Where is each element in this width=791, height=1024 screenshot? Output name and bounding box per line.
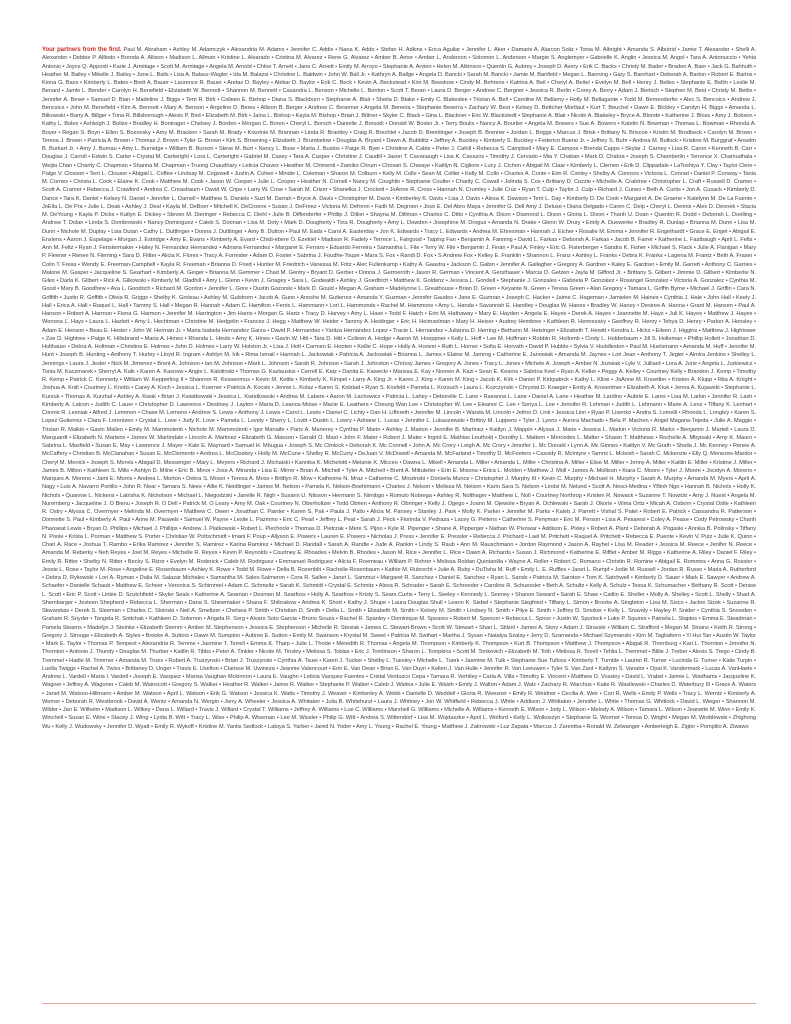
partner-names: Paul M. Abraham • Ashley M. Adamczyk • Alexandria M. Adams • Jennifer C. Addis • Nana K. Addo • Stefan H. Adkins • Erica Aguilar • Jennifer L. Aker • Damaris A. Alarcon Soliz • Tonia M. Albright • Amanda S. Albutrid • Jamie T. Alexander • Shelli A. Alexander • Debbie P. Alfiedo • Brenda A. Allison • Madison L. Allman • Kristine L. Alvarado • Cristina M. Alvarez • Rene G. Alvarez • Amber B. Amor • Amber L. Anderson • Solomon L. Anderson • Margie S. Anglemyer • Gabrielle K. Anglin • Jessica M. Angol • Tara A. Antonuccio • Yehia Antonio • Joyce Q. Apposti • Karie J. Armitage • Scott M. Armitage • Angela M. Arnold • Chloe T. Arnett • Jane C. Arnett • Emily M. Arroyo • Stephanie A. Arvien • Helen M. Atkinson • Quentin G. Aubrey • Joseph D. Avery • Erik C. Backs • Christy M. Bader • Braden A. Baer • Jack G. Bahhuth • Heather M. Bailey • Mikelle J. Bailey • June L. Bails • Lisa A. Balasz-Wagler • Ida M. Balazsi • Christine L. Baldwin • John W. Ball Jr. • Kathryn A. Ballge • Angela D. Bancki • Sarah M. Bancki • Jamie M. Banfield • Megan L. Banning • Gary S. Barnhart • Deborah A. Barton • Robert E. Bartos • Kiona G. Bass • Kimberly L. Bates • Brett A. Bauer • Laurence R. Bauer • Aretas D. Bayley • Abikar D. Baylor • Erik C. Beck • Kevin A. Beckstead • Kim M. Beeskow • Cindy M. Behrens • Katrina A. Beil • Cheryl A. Beitel • Evelyn M. Bell • Henry J. Belles • Stephanie E. Bellin • Leslie M. Benard • Jamie L. Bender • Carolyn H. Benefield • Elizabeth W. Bennett • Shannon M. Bennett • Casandra L. Benson • Michelle L. Benton • Scott T. Beran • Laura D. Berger • Andrew C. Bergner • Jessica R. Berlin • Corey A. Berry • Adam J. Bertsch • Stephen M. Best • Christy M. Bettis • Jennifer A. Bever • Samuel D. Bian • Madeline J. Biggs • Terri R. Birk • Colleen E. Bishop • Diana S. Blackburn • Stephanie A. Blair • Sheila D. Blake • Emily C. Blakeslee • Tristan A. Bell • Caroline M. Bellamy • Holly M. Bellagante • Todd M. Bemenderfer • Alec S. Bencsics • Andrew J. Bencsics • John M. Benefield • Kim A. Bennett • Mary A. Benson • Angeline D. Beres • Allison B. Berger • Andrew C. Besemer • Angela M. Beneria • Stephanie Beserra • Zachary W. Best • Kelsey D. Bettcher Mortlaut • Kurt T. Beuchel • Dawn E. Bickley • Carolyn H. Biggs • Amanda L. Bilkowski • Barry A. Billger • Trina R. Billsborough • Alexis P. Bird • Elizabeth M. Birk • Jaina L. Bishop • Kayla M. Bishop • Brian J. Bittner • Skyler C. Black • Gina L. Blackner • Eric W. Blackstedt • Stephanie A. Blair • Nicole A. Blakeley • Bryce A. Blonde • Katherine J. Bloss • Amy J. Bobson • Kathy L. Boles • Ashleigh J. Bolize • Bradley H. Bontrager • Chelsey J. Borden • Morgan C. Boren • Cheryl L. Borsch • Danielle J. Borsodi • Donald W. Bosler Jr. • Terry Boulis • Nancy A. Bourlier • Angela M. Bowers • Sue A. Bowers • Katelin N. Bowman • Thomas L. Bowman • Rhonda A. Boyer • Regan S. Boyn • Ellen S. Bozovsky • Amy M. Bracken • Sarah M. Brady • Kourtnie M. Brannan • Linda R. Brantley • Craig R. Brechtel • Jacob D. Bremlinger • Joseph B. Brenner • Jordan L. Briggs • Marcus J. Brisk • Brittany N. Briscoe • Kristin M. Brodbeck • Carolyn M. Brown • Teresa J. Brown • Patricia A. Brown • Thomas J. Brown • Tyler G. Brown • Kirk S. Browning • Elizabeth J. Brumbelow • Douglas A. Bryant • Dawn A. Bubblitz • Jeffrey A. Buckley • Kimberly S. Buckley • Federico Bueno Jr. • Jeffrey S. Buhr • Andrea M. Bullock • Kristine M. Burggraf • Anselm B. Burkart Jr. • Amy J. Burnau • Amy L. Burnidge • William B. Burson • Steve M. Burt • Nancy L. Buse • Marta J. Bustos • Paige R. Byer • Christine A. Cable • Peter J. Cahill • Rebecca S. Campbell • Mary E. Campos • Brenda Capps • Skylar J. Carney • Lisa R. Caron • Kenneth B. Carr • Douglas J. Carroll • Edwin S. Carter • Crystal M. Cartwright • Lora L. Cartwright • Gabriel M. Casey • Tara A. Casper • Christine J. Caudill • Jason T. Cavanaugh • Lisa K. Cavazos • Timothy J. Cervado • Mia Y. Chaban • Mark D. Chabra • Joseph S. Chamberlin • Terrence X. Chamudhala • Weijia Chan • Charity C. Chapman • Shanna M. Chapman • Truong Chaudhary • Leticia Chavez • Heather M. Chimenti • Zamiko Chrum • Chosan S. Chwaye • Kaitlyn N. Cigliore • Lucy J. Cichon • Abigail M. Claar • Kimberly L. Clemen • Erik D. Clippadale • LaToshiya Y. Clay • Taylor Clere • Paige V. Closson • Terri L. Clouser • Abigail L. Coffee • Lindsay M. Cogswell • Justin A. Cohee • Mindie L. Coleman • Sharon M. Colburn • Kelly M. Colle • Sean M. Collier • Kelly M. Collo • Charles A. Conte • Erin R. Conley • Shelby A. Connors • Victoria L. Conrad • Daniel P. Conway • Tania M. Cornes • Christa L. Cook • Elaine K. Cook • Matthew M. Cook • Jason W. Cooper • Julie L. Cooper • Heather N. Cornell • Nancy M. Coughlin • Stephanie Coulter • Charity C. Cowall • Jolinda S. Cox • Brittany D. Cozzie • Michelle A. Crabtree • Christopher L. Craft • Russell D. Cramer • Scott A. Cramer • Rebecca J. Crawford • Andrea C. Creasbaum • David W. Cripe • Larry W. Crise • Sarah M. Crizer • Shanelka J. Crockett • JoAnne R. Cross • Hannah N. Crumley • Julie Cruz • Ryan T. Culp • Taylor J. Culp • Richard J. Cuneo • Beth A. Curtis • Jon A. Cusack • Kimberly D. Dance • Tara K. Daniel • Kelsey N. Daniel • Jennifer L. Darnell • Matthew S. Daniels • Suzi M. Darrah • Bryce A. Davis • Christopher M. Davis • Kimberley K. Davis • Lisa J. Davis • Alexa K. Dawson • Terri L. Day • Kimberly D. De Cook • Margaret A. De Graene • Katelynn M. De La Fuente • JoElla L. De Pra • Julie L. Deak • Ashley J. Deal • Kayla M. DeBoer • Mitchell K. DeCroene • Susan J. DeFreez • Victoria M. Defrenn • Faith M. Degroen • Jose E. Del Abro Maya • Jennifer G. Dell Amy J. Deluse • Diana Delgado • Caren C. Delp • Cheryl L. Dennis • Alex D. Deonek • Stacia M. DeYoung • Kayla P. Dicks • Katlyn E. Dickey • Steven M. Dieringer • Rebecca C. Diehl • Julie B. Diffenderfer • Phillip J. Dillon • Shayna M. Dillman • Charles C. Ditto • Cynthia A. Dixon • Diamond L. Dixon • Gloria L. Dixon • Thanh U. Doan • Quentin R. Dodd • Deborah L. Doelling • Andrew T. Dolan • Linda S. Dombrowski • Nancy Dominguez • Caleb S. Doonan • Lisa M. Doty • Mark D. Dougherty • Tina R. Dougherty • Amy L. Dowden • Josephine M. Drogus • Amanda N. Drake • Glenn W. Drury • Emily A. Duewerke • Bradley R. Dunlap • Brianna M. Dunn • Lisa M. Dunn • Nichole M. Duplay • Lisa Dutan • Cathy L. Duttlinger • Donna J. Duttlinger • Amy B. Dutton • Paul M. Eads • Carol A. Easterday • Jon K. Edwards • Tracy L. Edwards • Andrea M. Ehresman • Hannah J. Eicher • Rosalie M. Emma • Jennifer R. Engelhardt • Grace E. Engel • Abigail E. Enslens • Aaron J. Espelage • Morgan J. Estridge • Amy E. Evans • Kimberly A. Evard • Chidi-ebere O. Ezekiel • Madison R. Fadely • Terrece L. Fairgood • Taiping Fan • Benjamin A. Fanning • David L. Farkas • Deborah A. Farkas • Jacob B. Farrer • Katherine L. Fastbaugh • April L. Felts • Ann M. Feltz • Ryan J. Fenstermaker • Haley N. Fernandez Hernandez • Adriana Fernandez • Margaret E. Ferraro • Eduardo Ferreira • Samantha L. File • Terry W. File • Benjamin J. Finan • Paul A. Finley • Eric G. Fisterberger • Sandra K. Fisher • Michael S. Flack • Julie A. Flanigan • Mary P. Fleener • Renee N. Fleming • Sara D. Flitter • Alicia K. Flores • Tracy A. Forrester • Adam D. Foster • Sabrina J. Foudhe-Toupe • Mara S. Fox • Randi D. Fox • S Andrew Fox • Kelley E. Franklin • Shannon L. Franz • Ashley L. Franks • Debra K. Franks • Lagena M. Frantz • Beth A. Fraser • Colin T. Freas • Wendy E. Freeman-Campbell • Kayla R. Freeman • Brianna D. Fried • Hunter M. Friedrich • Vanessa M. Fritz • Alec Fullenkamp • Kathy A. Gaastra • Jackson C. Gabin • Jennifer A. Gallagher • Gregory A. Gardner • Kaley E. Gardner • Emily M. Garrett • Anthony C. Garries • Malone M. Gasper • Jacqueline S. Gearhart • Kimberly A. Geiger • Brianna M. Gemmer • Chad M. Gentry • Bryant D. Gerber • Donna J. Germeroth • Jason R. German • Vincent A. Gersthauer • Marcia D. Getzen • Jayla M. Gifford Jr. • Brittany S. Gilbert • Jimmie D. Gilbert • Kimberlie N. Giles • Darla K. Gilbert • Rick A. Gilkowski • Kimberly M. Gladhill • Amy L. Glenn • Kevin J. Gnagey • Sara L. Godwaldt • Ashley J. Goedtrich • Matthew K. Goldenz • Jessica L. Gondell • Stephanie J. Gonzales • Gabriela P. Gonzalez • Rosangel Gonzalez • Victoria A. Gonzalez • Cynthia M. Good • Mary B. Goodhew • Ava L. Goodrich • Richard M. Gordon • Jennifer L. Gore • Dustin Gozorski • Mark D. Gould • Megan A. Graham • Madelynne L. Greathouse • Brian D. Green • Keyante N. Green • Teresa Green • Alan Gregory • Tamara L. Griffin Byrne • Michael J. Griffin • Cara N. Griffith • Justin R. Griffith • Olivia R. Griggs • Shelby K. Groleau • Ashley M. Gulstrom • Jacob A. Gunn • Anoshe M. Gutierrez • Amanda Y. Guzman • Jennifer Gaudes • Jane E. Guzman • Joseph C. Hacker • Jaime C. Hageman • Jamielen M. Haines • Cynthia J. Hale • John Hall • Keely J. Hall • Erica A. Hall • Raquel L. Hall • Tammy S. Hall • Megan R. Hannah • Adam C. Hamilton • Ferris L. Hammann • Lori L. Hammonds • Rachel M. Hammons • Amy L. Handa • Savannah E. Handley • Douglas W. Hanes • Bradley W. Haney • Desiree A. Hanna • Grant M. Hansen • Paul A. Hanson • Robert A. Harmon • Fiona G. Harmon • Jennifer M. Harrington • Jim Harris • Morgan G. Hartz • Tracy D. Harvey • Amy L. Hase • Todd F. Hatch • Erin M. Hathaway • Mary E. Hayden • Angela E. Hayes • Derek A. Hayes • Jeannette M. Hays • Juli K. Hayes • Matthew J. Hayes • Wenona L. Hays • Laura L. Hazlett • Amy L. Hechtman • Christine M. Hedgelin • Frances J. Hegg • Matthew W. Heider • Tammy A. Heidinger • Eric H. Heimzelman • Mary H. Heiser • Audrey Hembree • Kathleen R. Hennessey • Geoffrey R. Henry • Tehya D. Henry • Parker A. Hensley • Adam E. Henson • Beau E. Hester • John W. Herman Jr. • Maria Isabela Hernandez Garza • David P. Hernandez • Yaritza Hernandez Lopez • Tracie L. Hernandez • Julianna D. Herring • Bethann M. Hetzinger • Elizabeth T. Hewitt • Kendra L. Hicks • Eileen J. Higgins • Matthew J. Hightower • Zoe D. Hightree • Paige K. Hillebrand • Maria A. Himes • Rhanda L. Hinds • Amy K. Hines • Gavin W. Hitt • Tara D. Hitt • Colleen A. Hodge • Aaron M. Hoeppner • Kelly L. Hoff • Lee M. Hoffman • Robbin R. Hollomb • Cindy L. Holderbaum • Jill S. Holleman • Phillip Hollett • Jonathan D. Holthauer • Debra A. Holtman • Christine E. Holmes • John D. Holmes • Larry W. Holston Jr. • Lisa J. Holt • Carmen E. Hooten • Kellie C. Hope • Holly A. Hoover • Ruth L. Horner • Sofia E. Horvath • David P. Hubble • Sylvia V. Huddleston • Paul M. Huelsmann • Amanda M. Huff • Jennifer M. Hunt • Joseph B. Hunting • Anthony T. Hurley • Lloyd R. Ingram • Ashlyn M. Irik • Rima Ismail • Hannah L. Jackowiak • Patricia A. Jackowiak • Brianna L. James • Elaine M. Jamrog • Catherine E. Janowiak • Amanda M. Jaynes • Lori Jean • Anthony T. Jegier • Almira Jenkins • Shelley L. Jennings • Laura J. Jester • Nick M. Jimenez • Brent A. Johnson • Ian M. Johnson • Mark L. Johnson • Sarah R. Johnson • Sarah J. Johnston • Chrissy James • Gregory A. Jones • Tracy L. Jones • Michele A. Joseph • Amber N. Jozwiak • Lyle V. Julliard • Lora A. Jurie • Angela L. Jurkiewicz • Tonia M. Kaczmarek • Sherryl A. Kalk • Karen A. Kasnow • Angie L. Katolinski • Thomas G. Kazlauskis • Cerrell E. Katz • Danita E. Kawecki • Marissa E. Kay • Noreen A. Kazi • Sean E. Kearns • Sabrina Keel • Ryan A. Keller • Peggy A. Kelley • Courtney Kelly • Brandon J. Kemp • Timothy R. Kemp • Patrick C. Kennedy • William W. Kepperling II • Shannon R. Kessenmus • Kevin M. Kettle • Kimberly K. Kimpel • Larry A. King Jr. • Karen J. King • Karen M. King • Jacob K. Kirk • Daniel P. Kirkpatrick • Kathy L. Kline • JoAnne M. Knoettler • Kristen A. Klupp • Rita A. Knight • Joshua A. Knill • Courtney L. Knotts • Carey A. Koch • Jessica L. Koerner • Patricia A. Kocsis • Jennie L. Kolaz • Karen S. Kolstad • Ryan S. Kosfeld • Pamela L. Kozsuch • Laura L. Kozczynski • Chrystal D. Kraeger • Emily A. Krosentner • Elizabeth A. Kruk • Jenna A. Kujawski • Stephanie L. Kurzuk • Thomas A. Kurzhal • Ashley A. Kwak • Brian J. Kwiatkowski • Jessica L. Kwiatkowski • Andrea M. Labere • Aaron M. Lachowicz • Patricia L. Lahey • Deborelle C. Lane • Raeanna L. Lane • Daniel A. Lane • Heather M. Lardino • Aubrie E. Lares • Lisa M. Larkin • Jennifer R. Lash • Kimberly A. Latcon • Judith C. Lauer • Christopher D. Lawrence • Destiney J. Layton • Maria D. Leanos-Moise • Macie E. Leathers • Cheung Wan Lee • Christopher W. Lee • Eleanor C. Lee • Sonya L. Lee • Jennifer R. Lehman • Judith L. Lehmann • Marie A. Lenz • Tiffany K. Lenhart • Connie R. Lesniak • Alfred J. Lemmon • Chase M. Lemons • Andrew S. Lewis • Anthony J. Lewis • Carol L. Lewis • Daniel C. Lichty • Dan H. Liffereth • Jennifer M. Lincoln • Wanda M. Lincoln • Jethro D. Link • Jessica Linn • Ryan P. Lisenko • Andra S. Lomelli • Rhonda L. Longley • Karen S. Lopez Gutierrez • Clara F. Lorentzen • Crystal L. Love • Judy K. Love • Pamela L. Lovely • Sherry L. Lovitt • Dustin L. Lowry • Adriane L. Lucas • Jennifer L. Lukaszewski • Brittny M. Luppens • Tyler J. Lyons • Aurora Machado • Bela P. Machen • Angel Magana-Tejeda • Julie A. Maggio • Tristan R. Malkin • Gavin Mallen • Emily M. Mammolenti • Nichole M. Mammolenti • Igor Manaife • Paris A. Manerey • Cynthia P. Marin • Ashley J. Marion • Jennifer B. Martinez • Kaitlyn J. Mappin • Alyssa J. Marie • Jessica L. Markin • Victoria R. Marks • Benjamin J. Martell • Laura D. Marquardt • Elizabeth N. Martens • James W. Martindale • Lincoln A. Martinez • Elizabeth G. Masson • Gerald O. Mast • John F. Mater • Robert J. Mater • Ingrid E. Mathias Leuthold • Dorothy L. Mattern • Mercedes L. Matter • Shawn T. Matthews • Rochelle A. Mbyisaki • Amy K. Mauro • Sabrina L. Maxfield • Susan E. May • Lawrence J. Mayer • Kale E. Maynard • Samuel H. Mbugua • Joseph S. Mc Clintock • Deborah K. Mc Connell • John A. Mc Crory • Leigh A. Mc Crory • Jennifer L. Mc Donald • Lynn A. Mc Ginnes • Kaitlyn V. Mc Grath • Sheila J. Mc Kenney • Renee A. McCaffery • Christian B. McClanahan • Susan E. McClements • Andrea L. McCloskey • Holly M. McCune • Shelby R. McCurry • DeJuan V. McDowell • Amanda M. McFarland • Timothy D. McFeeters • Cassidy R. McIntyre • Tammi L. Mcleish • Sarah C. Mckenzie • Elly Q. Menezes-Mardor • Cheryl M. Menick • Joseph S. Mervis • Abigail D. Messenger • Mary L. Meyers • Richard J. Michalski • Kannika K. Michelotti • Melanie K. Micceo • Dawna L. Mikell • Amanda L. Miller • Amanda L. Miller • Christina A. Miller • Elise M. Miller • Jenny A. Miller • Kaitlin E. Miller • Kristine J. Miller • James B. Milton • Kathleen S. Mills • Ashlyn D. Milne • Eric B. Minor • Jose A. Miranda • Lisa E. Mirrer • Brian A. Mitchell • Tyler A. Mitchell • Brent A. Mittuleiter • Erin E. Mixona • Erica L. Molden • Matthew J. Moll • James A. Mollison • Kiara C. Moore • Tyler J. Moore • Jocelyn A. Moreno • Marques A. Moreno • Jami E. Morris • Andrea L. Morton • Debra S. Moser • Teresa A. Moss • Brittlyn R. Mow • Katherine N. Mraz • Catherine C. Mrozinski • Dorisela Munoz • Christopher J. Murphy III • Kevin C. Murphy • Michael H. Murphy • Sarah A. Murphy • Amanda M. Myers • April A. Nagy • Luis A. Navarro Portillo • John R. Near • Tamara S. Nees • Allie K. Neidlinger • James M. Nelson • Pamela K. Nelson-Boehlmann • Charles J. Nelson • Melissa M. Nelson • Karin Sara S. Nelson • Lindsi M. Nelund • Scott A. Nesci-Medina • YBinh Ngo • Hannah B. Nichols • Holly K. Nichols • Quannie L. Nickens • Latrisha K. Nickolson • Michael L. Niegodzski • Janelle R. Nigh • Susann U. Nilsson • Hermann S. Nimibgo • Romulo Nobrega • Ashley R. Nolthager • Matthew L. Noll • Courtney Northrop • Kristen R. Nowack • Suzanne T. Nowicki • Amy J. Nuest • Angela M. Nuremberg • Jacqueline J. O Bienu • Joseph R. O Dell • Patrick M. O Leary • Amy M. Oak • Courtney N. Oberholtzer • Todd Obrien • Anthony R. Obringer • Kelly J. Ogego • Joann M. Ojewole • Bryan A. Ochlewski • Sarah J. Okorie • Vilma Ortiz • Micah A. Osborn • Crystal Ostle • Kathleen R. Ostry • Alyssa C. Overmyer • Melinda M. Overmyer • Matthew C. Owen • Jonathan C. Painter • Karen S. Pak • Paula J. Pallo • Alicia M. Pansey • Stanley J. Park • Molly K. Parker • Jennifer M. Parks • Kaleb J. Parrett • Vishal S. Patel • Robert E. Patrick • Cassandra R. Patterson • Donnette S. Paul • Kimberly A. Paul • Anne M. Pauwels • Samuel W. Payne • Leslie L. Pazmino • Eric C. Pearl • Jeffrey L. Peat • Sarah J. Peck • Florinda V. Pedraza • Lacey G. Peitens • Catherine S. Penyman • Eric M. Person • Lisa A. Pesaresi • Coley A. Pease • Cody Petrowsky • Chanh Phaoseat Lewis • Bryan D. Phillips • Michael J. Phillips • Andrew J. Piatkowski • Robert L. Piechocki • Thomas D. Pietrzak • Mere S. Pijoo • Kyle R. Pipenger • Shane A. Pipperger • Nathan W. Pivowar • Addison E. Pixley • Robert A. Plant • Deborah A. Pogaski • Annika B. Polinsky • Tiffany N. Poole • Krista L. Porman • Matthew S. Porter • Christian W. Pottschmidt • Imani F. Poup • Allyson E. Powers • Lauren E. Powers • Nicholas J. Press • Jennifer E. Pressler • Rebecca J. Prichard • Lael M. Pritchett • Raquel A. Pritchett • Rebecca E. Puente • Kevin V. Putz • Julie K. Quinn • Chari A. Race • Joshua T. Rambo • Erika Ramirez • Jennifer S. Ramirez • Karina Ramirez • Michael D. Randall • Sarah A. Randle • Jude A. Rankin • Lindy S. Raub • Ann M. Rauschmann • Jordon Raymond • Jason A. Rayhel • Lisa M. Reader • Jessica M. Reece • Jenifer N. Reece • Amanda M. Reberky • Neh Reyes • Joel M. Reyes • Michelle R. Reyes • Kevin P. Reynolds • Courtney E. Rhoades • Melvin B. Rhodes • Jason M. Rice • Jennifer L. Rice • Dawn A. Richards • Susan J. Richmond • Katherine E. Rifflet • Amber M. Riggs • Katherine A. Riley • Daniel F. Riley • Emily R. Ritter • Shelby N. Ritter • Becky S. Rizor • Evelyn M. Roderick • Caleb M. Rodriguez • Emmanuel Rodriguez • Alicia F. Roemeau • William P. Rohrer • Melissa Roldan Quintanilla • Wayne A. Roller • Robert C. Romano • Christin R. Romine • Abigail E. Rommes • Anna G. Rossier • Jessie L. Rose • Taylor M. Rose • Angeline E. Rosenbaum • Ashley K. Rowe • Todd M. Rowe • Della B. Rozenblit • Rachelle Rosenbaum • Kathie M. Rubrecht • Julie A. Ruby • DuTisha M. Ruff • Emily L. E. Ruffles • Janet L. Rumpf • Jodie M. Russell • Jordan R. Russo • Maria A. Rutherford • Debra D. Rykowski • Lori A. Ryman • Dalia M. Salazar Michalec • Samantha M. Sales-Salmeron • Cora R. Sallee • Janet L. Sammut • Margaret R. Sanchez • Daniel E. Sanchez • Ryan L. Sands • Patricia M. Saroton • Tom K. Satchwell • Kimberly D. Sauer • Mark E. Sawyer • Andrew A. Schaefer • Danielle Schaub • Matthew E. Scheer • Veronica S. Schimmel • Adam C. Schmeltz • Sarah K. Schmidt • Crystal E. Schmitz • Alexa R. Schrader • Sarah E. Schroeder • Caroline R. Schuessler • Beth A. Schultz • Kelly A. Schulz • Tessa K. Schumacher • Bethany R. Scott • Denise L. Scott • Eric P. Scott • Linlee D. Scutchfield • Skyler Seals • Katherine A. Seaman • Desmen M. Searfoss • Holly A. Searfoss • Kristy S. Sears Curtis • Terry L. Seeley • Kennedy L. Seeney • Shanon Seward • Sarah E. Shaw • Caitlin E. Sheller • Molly A. Shelley • Scott L. Shelly • Shad A. Shembarger • Jesteen Shepherd • Rebecca L. Sherman • Dana S. Shewmaker • Shana F. Shibrakow • Andrea K. Short • Kathy J. Shupe • Laura Douglas Shull • Leann K. Siebel • Stephanie Siegfried • Tiffany L. Simon • Brooke A. Singleton • Lisa M. Sisco • Jaclee Sizek • Suzanne R. Skwarskas • Derek S. Sleeman • Charles C. Sloinski • Neil A. Smeltzer • Chelsea P. Smith • Christian D. Smith • Delta L. Smith • Elizabeth M. Smith • Kelsey M. Smith • Lindsey N. Smith • Pilye E. Smith • Jeffrey D. Smoker • Kelly L. Snavely • Hayley P. Snider • Cynthia S. Snowden • Graham R. Snyder • Tangela R. Sottchak • Kathleen D. Solomon • Angela R. Sorg • Alvaro Soto Garcia • Bruno Souza • Rachel R. Spanley • Dominique M. Speares • Robert M. Spencer • Rebecca L. Spicer • Justin W. Spurlock • Luke P. Squires • Pamela L. Staples • Emma E. Steadman • Pamela Stearns • Madelyn J. Steinke • Elizabeth Stemm • Amber M. Stephenson • Jessica E. Stephenson • Michelle R. Stesiak • James C. Stewart-Brown • Scott W. Stewart • Shari L. Stilzel • James A. Story • Adam J. Strassle • William C. Strafford • Megan M. Strains • Keith R. Strong • Gregory J. Strouge • Elizabeth A. Styles • Brooke A. Suttors • Dawn M. Sumpton • Aubree E. Sutton • Emily M. Swanson • Krystal M. Sweet • Patricia M. Swihart • Martha J. Sysan • Natalya Szalay • Jerry D. Szamanda • Michael Szymanski • Kim M. Tagliaferro • Yi Hui Tan • Austin W. Taylor • Mark E. Taylor • Thomas P. Tempest • Alexandria R. Temme • Jasmine T. Terrell • Emma K. Tharp • Julie L. Thode • Meredith R. Thomas • Angela M. Thompson • Kimberly K. Thompson • Kurt B. Thompson • Matthew J. Thompson • Abigail R. Thornburg • Kari L. Thornton • Jennifer N. Thornton • Antonio J. Thundy • Douglas M. Thurber • Kaitlin R. Tibbs • Peter A. Tinkler • Nicole M. Tinsley • Melissa S. Tobias • Eric J. Tomlinson • Sharon L. Tompkins • Scott M. Tonkovich • Elizabeth M. Toth • Melissa R. Tovell • Tehlia L. Tremmel • Billie J. Treber • Alexis S. Trego • Cindy B. Tremmel • Hadie M. Trimmer • Amanda M. Truex • Robert A. Truszynski • Brian J. Truszynski • Cynthia A. Tsuei • Karen J. Tucker • Shelby L. Tuesley • Michelle L. Tuerk • Jasmine M. Tulk • Stephanie Sue Tulloss • Kimberly T. Tumble • Lauren R. Turner • Lucinda G. Turner • Katie Turpin • Luella Twiggs • Rachel A. Twiss • Brittaney D. Unger • Travis E. Uselton • Clarisse M. Uwineza • Jeannie Valencourt • Erin E. Van Dean • Brian E. Van Duyn • Kellen J. Van Hulle • Jennifer R. Van Leeuwen • Tyler S. Van Zant • Katlynn S. Vanator • Opal K. Vandermark • Lucas A. VanHaele • Andrew L. Vardell • Maria I. Vardell • Joseph E. Vasquez • Mansa Vaughan Mckinnon • Laura E. Vaughn • Leticia Vazquez Fuentes • Cristal Verduzco Cepa • Tamara R. Verhiley • Carla A. Villa • Timothy E. Vincent • Matthew D. Vossley • David L. Vrabel • Jaimie L. Wadhams • Jacqueline K. Wagner • Jeffrey A. Wagoner • Caleb M. Wainscott • Gregory S. Walker • Heather R. Walker • Jaime R. Walker • Stephanie P. Walker • Caleb J. Walma • Julie E. Walsh • Emily J. Walton • Adam J. Walz • Zachary R. Warchus • Katie R. Wasilewski • Charles D. Waterbury III • Grace A. Waters • Janet M. Watson-Hillmann • Amber M. Watson • April L. Watson • Erik G. Watson • Jessica K. Watts • Timothy J. Weaver • Kimberley A. Webb • Danielle D. Weddell • Gloria R. Weesner • Emily R. Weidner • Cecilia A. Weir • Cori R. Wells • Emily P. Wells • Tracy L. Werntz • Kimberly A. Werner • Deborah R. Westbrook • David A. Wentz • Amanda N. Wergin • Jerry A. Wheeler • Jessica A. Whitaker • Julia B. Whitehurst • Laura J. Whitney • Jon W. Whitfield • Rebecca J. White • Addison J. Whittaker • Jennifer L. White • Thomas G. Whitlock • David L. Wieger • Shannon M. Wilder • Jan E. Wilhelm • Madison L. Wilkey • Dana L. Willard • Travis J. Willard • Crystal T. Williams • Jeffrey A. Williams • Lue C. Williams • Marshell G. Williams • Michelle A. Williams • Kenneth E. Wilson • Jody L. Wilson • Melody A. Wilson • Tamara L. Wilson • Jeanette M. Winn • Emily K. Winchell • Susan E. Wine • Stacey J. Wing • Lydia B. Witt • Tracy L. Wise • Philip A. Wiseman • Lee M. Wissler • Philip G. Witt • Andrea S. Wittendorf • Lisa M. Wojdaszke • April L. Wolford • Kelly L. Wolkoszyn • Stephanie G. Wormer • Teresa D. Wright • Megan M. Wroblewski • Zhighong Wu • Kelly J. Wudowsky • Jennifer D. Wyatt • Emily R. Wykoff • Kristine M. Yantis Sedlock • Latoya S. Yarber • Jared N. Yoder • Amy L. Young • Rachel E. Young • Matthew J. Zakrowski • Luz Zapata • Marcus J. Zaremba • Ronald W. Zelwanger • Amberleigh E. Zigler • Pompilio A. Ziwawo [42, 47, 756, 730]
partners-heading: Your partners from the first. [42, 47, 122, 53]
partner-list [42, 46, 756, 1002]
bottom-rule [42, 1003, 756, 1004]
